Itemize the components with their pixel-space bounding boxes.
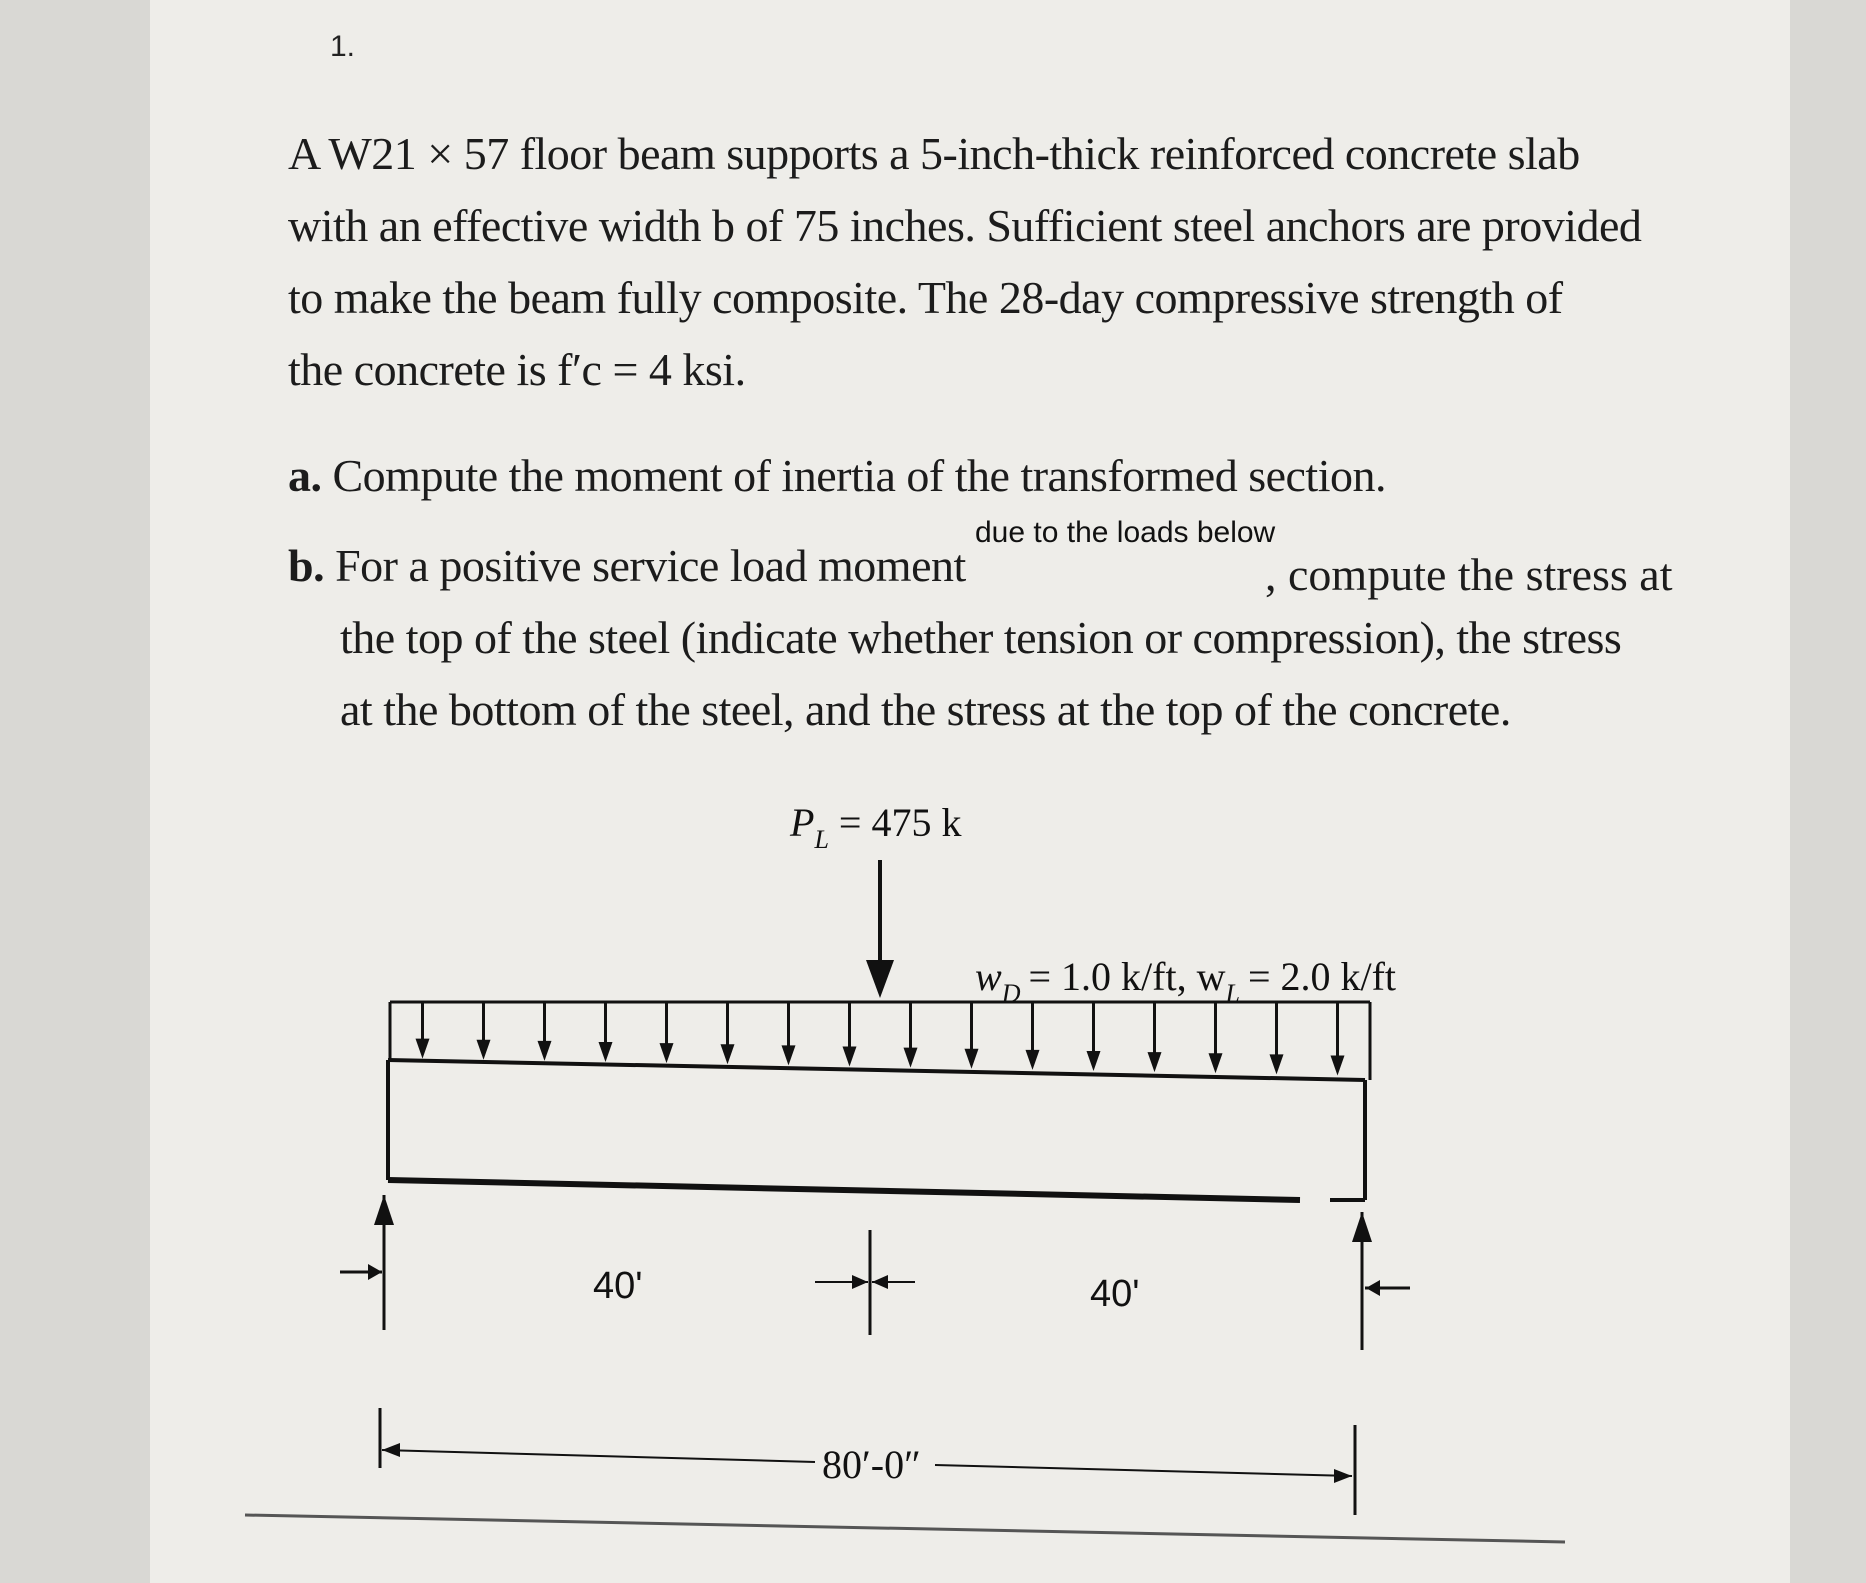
part-b-line-1-tail: , compute the stress at	[1265, 549, 1673, 600]
point-load-label: $P_L = 475$ k	[790, 800, 962, 854]
load-arrow-head	[416, 1039, 430, 1059]
statement-line-2: with an effective width b of 75 inches. Sufficient steel anchors are provided	[288, 200, 1642, 251]
load-arrow-head	[1270, 1054, 1284, 1074]
load-arrow-head	[721, 1044, 735, 1064]
total-span-label: 80′-0″	[822, 1442, 921, 1487]
load-arrow-head	[965, 1049, 979, 1069]
part-a-text: Compute the moment of inertia of the transformed section.	[332, 450, 1386, 501]
point-load-arrow	[866, 860, 894, 998]
problem-number: 1.	[330, 30, 356, 63]
left-reaction-arrow	[340, 1195, 394, 1330]
midspan-marker	[815, 1230, 915, 1335]
left-span-label: 40'	[593, 1265, 643, 1307]
load-arrow-head	[843, 1046, 857, 1066]
distributed-load-label: $w_D = 1.0$ k/ft, $w_L = 2.0$ k/ft	[975, 954, 1397, 1008]
load-arrow-head	[538, 1041, 552, 1061]
part-b-line-2: the top of the steel (indicate whether tension or compression), the stress	[340, 612, 1622, 663]
right-span-label: 40'	[1090, 1273, 1140, 1315]
part-b-line-3: at the bottom of the steel, and the stress at the top of the concrete.	[340, 684, 1511, 735]
load-arrow-head	[782, 1045, 796, 1065]
load-arrow-head	[1331, 1055, 1345, 1075]
statement-line-1: A W21 × 57 floor beam supports a 5-inch-thick reinforced concrete slab	[288, 128, 1580, 179]
statement-line-4: the concrete is f′c = 4 ksi.	[288, 344, 746, 395]
load-arrow-head	[1026, 1050, 1040, 1070]
load-arrow-head	[904, 1048, 918, 1068]
load-arrow-head	[599, 1042, 613, 1062]
load-arrow-head	[477, 1040, 491, 1060]
page-rule	[245, 1515, 1565, 1542]
load-arrow-head	[1148, 1052, 1162, 1072]
right-reaction-arrow	[1352, 1212, 1410, 1350]
load-arrow-head	[660, 1043, 674, 1063]
load-arrow-head	[1087, 1051, 1101, 1071]
beam	[388, 1060, 1365, 1200]
part-b-line-1: For a positive service load moment	[335, 540, 966, 591]
statement-line-3: to make the beam fully composite. The 28-day compressive strength of	[288, 272, 1563, 323]
part-a-label: a.	[288, 450, 322, 501]
part-b-label: b.	[288, 540, 325, 591]
load-arrow-head	[1209, 1053, 1223, 1073]
handwritten-insert: due to the loads below	[975, 516, 1276, 549]
